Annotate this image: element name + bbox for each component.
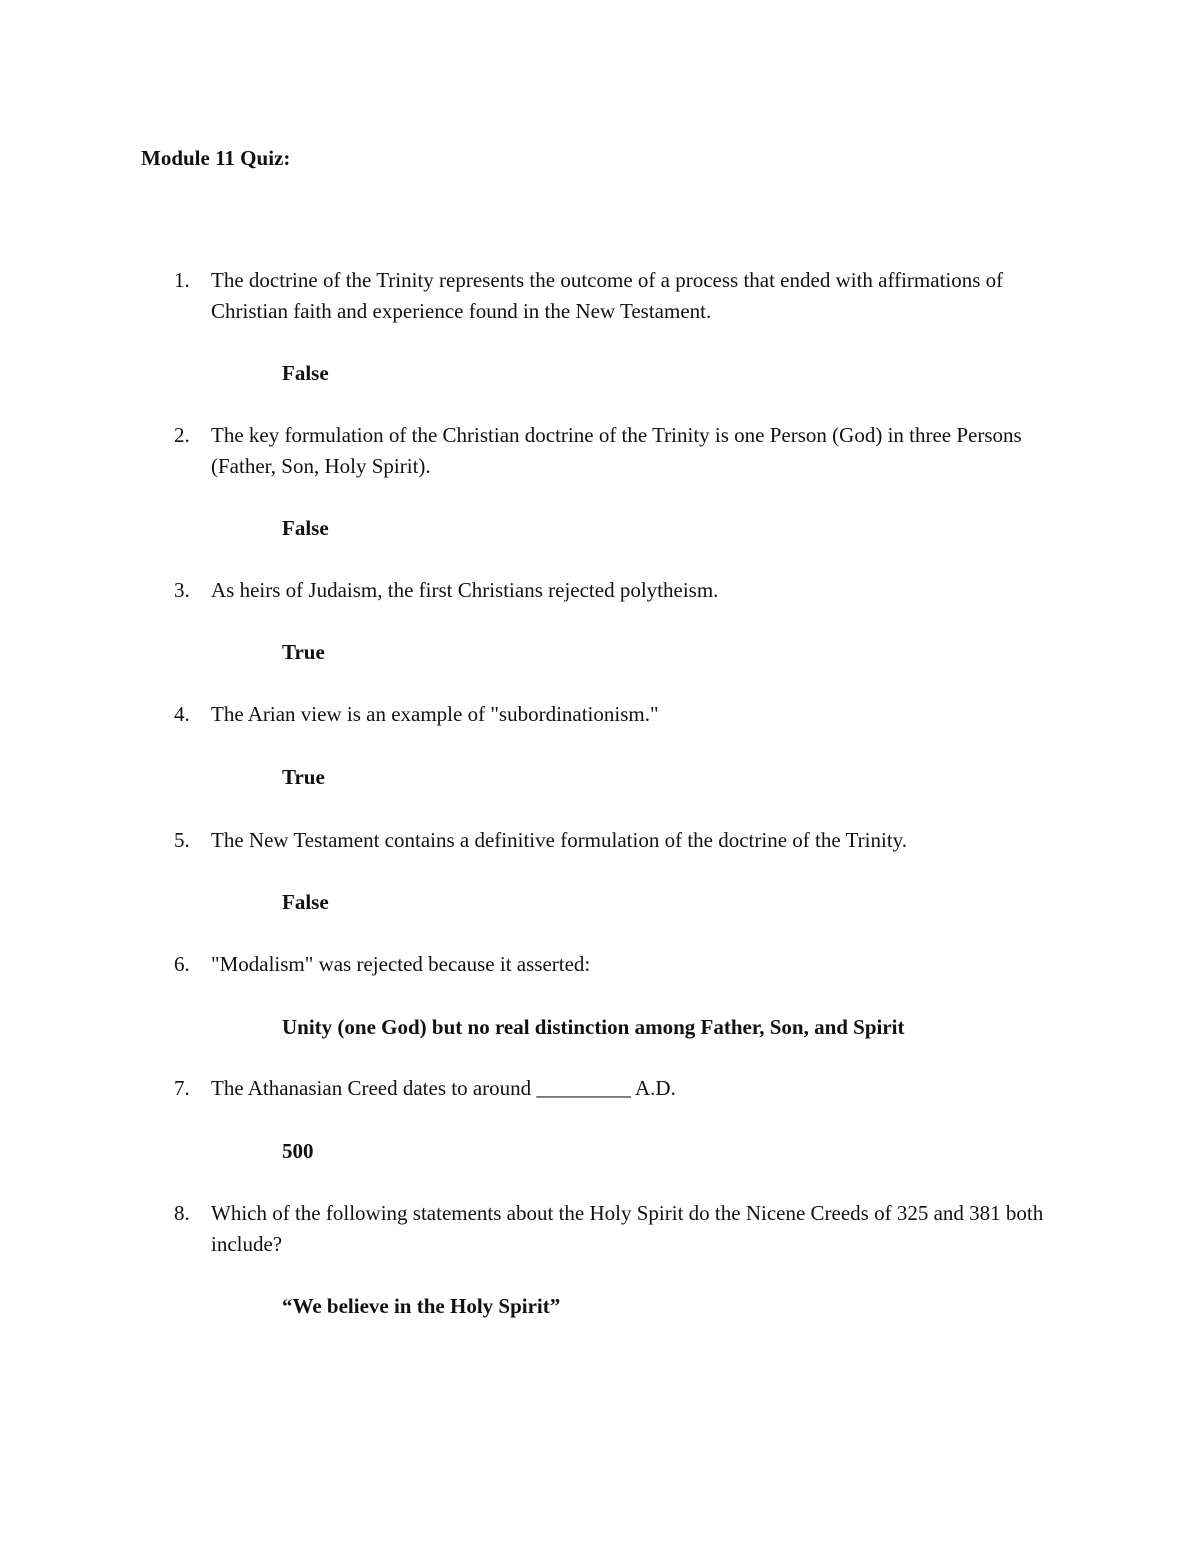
answer-text: True (282, 640, 325, 664)
question-number: 5. (174, 828, 190, 852)
question-number: 1. (174, 268, 190, 292)
question-text: The Arian view is an example of "subordinationism." (211, 702, 659, 726)
question-text: Which of the following statements about the Holy Spirit do the Nicene Creeds of 325 and 381 both include? (211, 1201, 1044, 1256)
question-number: 6. (174, 952, 190, 976)
question-number: 4. (174, 702, 190, 726)
question-text: "Modalism" was rejected because it asserted: (211, 952, 591, 976)
question-text: The doctrine of the Trinity represents the outcome of a process that ended with affirmations of Christian faith and experience found in the New Testament. (211, 268, 1004, 323)
question-text: The key formulation of the Christian doctrine of the Trinity is one Person (God) in three Persons (Father, Son, Holy Spirit). (211, 423, 1022, 478)
question-number: 8. (174, 1201, 190, 1225)
answer-text: 500 (282, 1139, 314, 1163)
answer-text: “We believe in the Holy Spirit” (282, 1294, 561, 1318)
question-text: As heirs of Judaism, the first Christians rejected polytheism. (211, 578, 719, 602)
question-number: 3. (174, 578, 190, 602)
answer-text: False (282, 361, 329, 385)
answer-text: Unity (one God) but no real distinction among Father, Son, and Spirit (282, 1015, 905, 1039)
question-text: The Athanasian Creed dates to around _________ A.D. (211, 1076, 676, 1100)
answer-text: False (282, 890, 329, 914)
question-text: The New Testament contains a definitive formulation of the doctrine of the Trinity. (211, 828, 908, 852)
page-title: Module 11 Quiz: (141, 146, 291, 170)
question-number: 7. (174, 1076, 190, 1100)
answer-text: False (282, 516, 329, 540)
answer-text: True (282, 765, 325, 789)
question-number: 2. (174, 423, 190, 447)
